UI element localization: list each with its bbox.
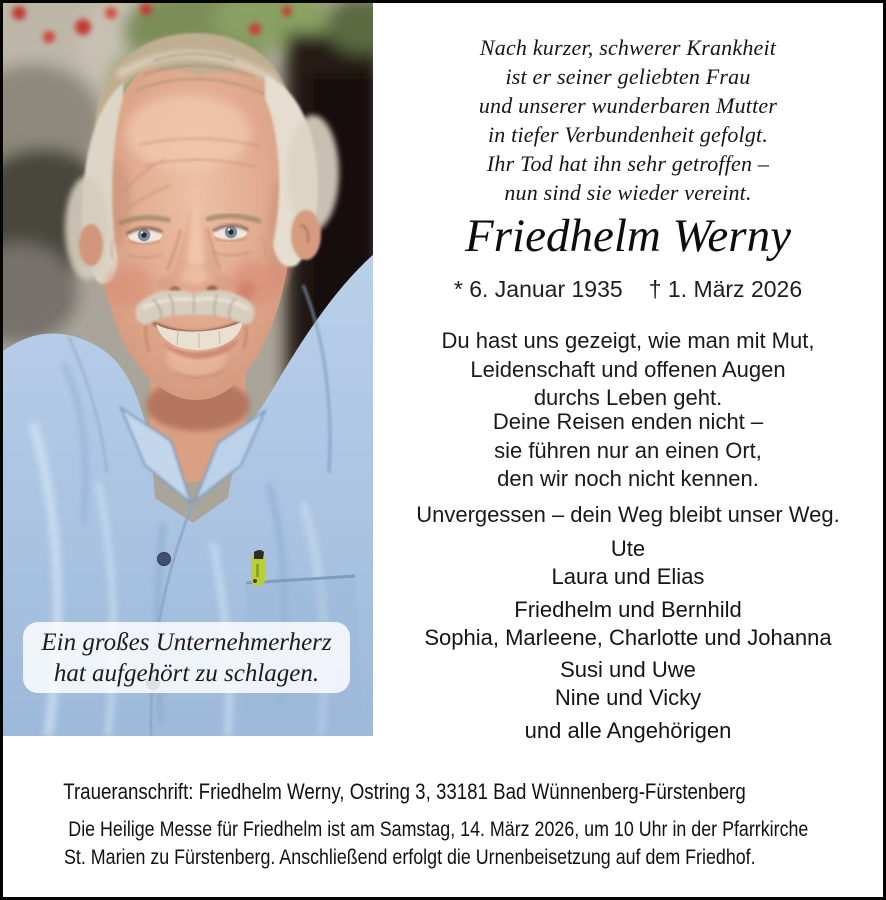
tribute-verse-1-line: durchs Leben geht. [533,385,723,410]
shirt-button [158,553,171,566]
remembrance-line: Unvergessen – dein Weg bleibt unser Weg. [416,502,840,527]
tribute-verse-1 [373,327,883,413]
death-date: † 1. März 2026 [648,276,803,302]
opening-verse-line: in tiefer Verbundenheit gefolgt. [487,122,769,147]
tribute-verse-1-line: Leidenschaft und offenen Augen [470,356,786,382]
tribute-verse-2-line: Deine Reisen enden nicht – [492,409,764,434]
tribute-verse-1-line: Du hast uns gezeigt, wie man mit Mut, [441,328,815,353]
memorial-text-column [373,3,883,763]
service-info-line-2: St. Marien zu Fürstenberg. Anschließend erfolgt die Urnenbeisetzung auf dem Friedhof. [64,845,756,869]
deceased-name: Friedhelm Werny [465,210,791,262]
mourner-group-3 [373,656,883,712]
opening-verse-line: ist er seiner geliebten Frau [505,64,751,89]
mourning-address-text: Traueranschrift: Friedhelm Werny, Ostring 3, 33181 Bad Wünnenberg-Fürstenberg [63,779,746,804]
mourner-line: Ute [610,536,646,561]
birth-date: * 6. Januar 1935 [453,276,623,302]
service-info [3,816,883,871]
tribute-verse-2-line: sie führen nur an einen Ort, [494,437,762,463]
mourner-line: Susi und Uwe [560,657,696,682]
photo-caption-line-2: hat aufgehört zu schlagen. [53,659,320,687]
opening-verse-line: und unserer wunderbaren Mutter [478,93,778,118]
service-info-line-1: Die Heilige Messe für Friedhelm ist am Samstag, 14. März 2026, um 10 Uhr in der Pfarrkirche [68,818,809,841]
tribute-verse-2 [373,408,883,494]
mourner-line: Friedhelm und Bernhild [514,597,742,622]
mourner-line: Laura und Elias [551,564,705,589]
opening-verse [373,33,883,207]
life-dates [373,276,883,303]
photo-caption-line-1: Ein großes Unternehmerherz [41,628,332,656]
mourner-line: Nine und Vicky [554,685,702,710]
portrait-photo [3,3,373,736]
opening-verse-line: Ihr Tod hat ihn sehr getroffen – [486,151,770,176]
mourner-line: Sophia, Marleene, Charlotte und Johanna [424,625,832,650]
mourning-address [3,779,883,805]
mourner-group-2 [373,596,883,652]
photo-caption [23,622,350,693]
opening-verse-line: nun sind sie wieder vereint. [504,180,752,205]
mourners-closing: und alle Angehörigen [524,718,732,743]
opening-verse-line: Nach kurzer, schwerer Krankheit [479,35,777,60]
mourner-group-1 [373,535,883,591]
tribute-verse-2-line: den wir noch nicht kennen. [497,466,759,491]
